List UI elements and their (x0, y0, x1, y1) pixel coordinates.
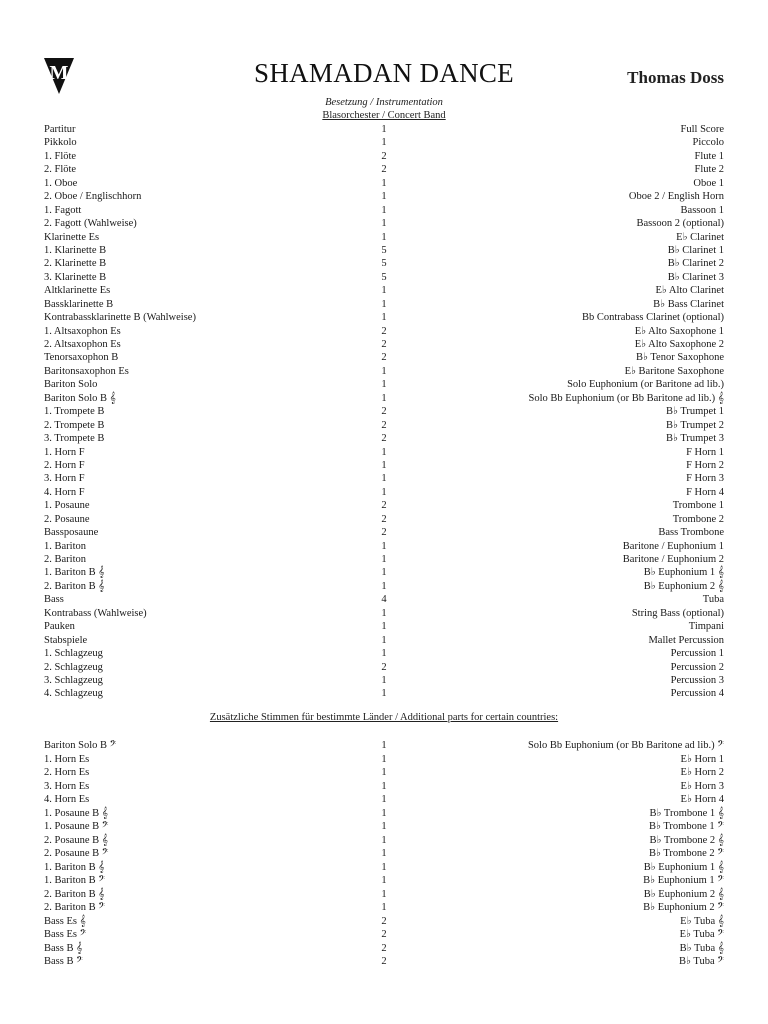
part-quantity: 2 (381, 661, 387, 673)
instrument-name-de: Bariton Solo (44, 379, 98, 391)
subtitle-concert-band: Blasorchester / Concert Band (322, 110, 446, 121)
part-quantity: 1 (381, 567, 387, 579)
part-quantity: 5 (381, 258, 387, 270)
instrument-name-en: E♭ Tuba 𝄞 (680, 915, 724, 927)
part-quantity: 2 (381, 419, 387, 431)
instrument-name-de: 2. Bariton B 𝄞 (44, 580, 105, 592)
instrument-name-en: B♭ Euphonium 2 𝄢 (643, 902, 724, 913)
instrument-name-en: B♭ Clarinet 3 (667, 271, 724, 283)
instrument-name-de: 2. Altsaxophon Es (44, 339, 121, 350)
instrument-row (44, 244, 724, 257)
part-quantity: 1 (381, 540, 387, 552)
instrument-name-en: E♭ Tuba 𝄢 (679, 929, 724, 940)
instrument-name-de: 2. Posaune (44, 513, 90, 525)
instrument-name-de: 3. Klarinette B (44, 271, 107, 283)
instrument-row (44, 807, 724, 821)
part-quantity: 1 (381, 191, 387, 203)
instrument-row (44, 580, 724, 593)
instrument-name-en: Solo Bb Euphonium (or Bb Baritone ad lib.) 𝄢 (527, 740, 724, 751)
instrument-name-de: 2. Bariton B 𝄢 (44, 902, 105, 913)
additional-parts-list (44, 739, 724, 969)
part-quantity: 1 (381, 753, 387, 765)
part-quantity: 2 (381, 527, 387, 539)
instrument-row (44, 674, 724, 687)
instrument-name-en: E♭ Horn 4 (680, 794, 724, 805)
instrument-name-de: Bass B 𝄞 (44, 942, 83, 954)
instrument-name-en: Baritone / Euphonium 1 (622, 540, 724, 552)
instrument-name-en: String Bass (optional) (631, 607, 724, 619)
instrument-name-en: B♭ Trombone 1 𝄢 (648, 821, 724, 832)
instrument-name-en: B♭ Trumpet 3 (665, 433, 724, 445)
part-quantity: 1 (381, 767, 387, 778)
instrument-row (44, 513, 724, 526)
page-title: SHAMADAN DANCE (254, 58, 514, 88)
instrument-name-de: Partitur (44, 124, 76, 135)
instrument-name-de: 1. Schlagzeug (44, 648, 103, 660)
instrument-name-en: F Horn 1 (686, 446, 724, 458)
instrument-name-en: B♭ Euphonium 2 𝄞 (643, 888, 724, 900)
instrument-name-en: E♭ Baritone Saxophone (624, 365, 724, 377)
part-quantity: 2 (381, 513, 387, 525)
instrument-name-de: 4. Horn Es (44, 794, 90, 805)
instrument-name-de: 2. Bariton B 𝄞 (44, 888, 105, 900)
instrument-name-en: B♭ Clarinet 2 (667, 258, 724, 270)
instrument-name-de: 1. Altsaxophon Es (44, 325, 121, 337)
part-quantity: 2 (381, 956, 387, 967)
part-quantity: 1 (381, 580, 387, 592)
part-quantity: 1 (381, 861, 387, 873)
instrument-row (44, 901, 724, 915)
instrument-row (44, 284, 724, 297)
instrument-name-en: Percussion 2 (670, 661, 724, 673)
part-quantity: 1 (381, 834, 387, 846)
instrument-name-de: 2. Horn F (44, 459, 85, 471)
instrument-row (44, 661, 724, 674)
instrument-name-en: Bassoon 1 (680, 204, 724, 216)
part-quantity: 1 (381, 807, 387, 819)
instrument-row (44, 607, 724, 620)
instrument-row (44, 150, 724, 163)
part-quantity: 1 (381, 780, 387, 792)
instrument-name-de: 1. Oboe (44, 177, 78, 189)
instrument-name-en: F Horn 2 (686, 459, 724, 471)
part-quantity: 1 (381, 848, 387, 859)
instrument-name-en: B♭ Tuba 𝄢 (679, 956, 724, 967)
part-quantity: 1 (381, 794, 387, 805)
instrument-row (44, 928, 724, 942)
instrument-name-de: 2. Klarinette B (44, 258, 107, 270)
instrument-row (44, 486, 724, 499)
instrument-name-en: Flute 1 (694, 150, 724, 162)
instrument-row (44, 338, 724, 351)
instrument-name-en: B♭ Tuba 𝄞 (679, 942, 724, 954)
instrument-name-en: Full Score (680, 124, 724, 135)
instrument-name-de: 3. Horn F (44, 473, 85, 485)
part-quantity: 1 (381, 648, 387, 660)
instrument-name-de: 4. Schlagzeug (44, 688, 103, 700)
instrument-name-en: B♭ Trombone 2 𝄢 (648, 848, 724, 859)
part-quantity: 4 (381, 594, 387, 606)
instrument-name-en: Trombone 2 (672, 513, 724, 525)
part-quantity: 1 (381, 298, 387, 310)
instrument-name-en: Percussion 1 (670, 648, 724, 660)
instrument-row (44, 472, 724, 485)
instrument-name-de: 3. Horn Es (44, 780, 90, 792)
instrument-name-de: 1. Fagott (44, 204, 82, 216)
instrument-name-de: Bass B 𝄢 (44, 956, 83, 967)
instrument-name-en: E♭ Alto Saxophone 2 (634, 339, 724, 350)
part-quantity: 2 (381, 433, 387, 445)
instrument-name-de: 2. Bariton (44, 554, 86, 565)
instrument-name-en: Percussion 4 (670, 688, 724, 700)
instrument-row (44, 365, 724, 378)
instrument-row (44, 766, 724, 780)
instrument-row (44, 526, 724, 539)
logo-letter: M (49, 62, 69, 84)
part-quantity: 1 (381, 218, 387, 230)
instrument-name-en: B♭ Trumpet 2 (665, 419, 724, 431)
instrument-row (44, 392, 724, 405)
instrument-name-de: Bass (44, 594, 64, 606)
instrument-name-en: Percussion 3 (670, 674, 724, 686)
instrument-name-en: F Horn 4 (686, 486, 724, 498)
instrument-row (44, 687, 724, 700)
instrument-name-en: Baritone / Euphonium 2 (622, 554, 724, 565)
part-quantity: 1 (381, 379, 387, 391)
instrument-row (44, 593, 724, 606)
instrument-row (44, 553, 724, 566)
instrument-row (44, 123, 724, 136)
instrument-name-de: 2. Trompete B (44, 419, 105, 431)
part-quantity: 2 (381, 915, 387, 927)
instrument-name-de: 1. Posaune B 𝄞 (44, 807, 108, 819)
instrument-name-de: 2. Oboe / Englischhorn (44, 191, 142, 203)
instrument-row (44, 177, 724, 190)
instrumentation-list (44, 123, 724, 701)
instrument-name-de: Kontrabassklarinette B (Wahlweise) (44, 312, 196, 324)
instrument-row (44, 271, 724, 284)
part-quantity: 1 (381, 459, 387, 471)
instrument-row (44, 204, 724, 217)
instrument-row (44, 915, 724, 929)
instrument-name-en: B♭ Tenor Saxophone (635, 352, 724, 364)
instrument-row (44, 780, 724, 794)
instrument-row (44, 874, 724, 888)
instrument-name-en: Bassoon 2 (optional) (636, 218, 724, 230)
instrument-name-en: B♭ Euphonium 2 𝄞 (643, 580, 724, 592)
subtitle-instrumentation: Besetzung / Instrumentation (325, 97, 443, 108)
instrument-name-de: 1. Bariton B 𝄞 (44, 567, 105, 579)
instrument-name-de: Baritonsaxophon Es (44, 365, 129, 377)
instrument-name-en: Solo Bb Euphonium (or Bb Baritone ad lib.) 𝄞 (528, 392, 724, 404)
part-quantity: 1 (381, 231, 387, 243)
part-quantity: 1 (381, 740, 387, 751)
instrument-name-de: 1. Flöte (44, 150, 77, 162)
instrument-name-de: Bariton Solo B 𝄢 (44, 740, 117, 751)
instrument-name-en: B♭ Trombone 2 𝄞 (649, 834, 724, 846)
part-quantity: 2 (381, 164, 387, 176)
instrument-row (44, 405, 724, 418)
part-quantity: 5 (381, 244, 387, 256)
instrument-name-de: Bariton Solo B 𝄞 (44, 392, 116, 404)
part-quantity: 1 (381, 137, 387, 149)
instrument-name-de: 1. Posaune (44, 500, 90, 512)
instrument-name-en: E♭ Horn 3 (680, 780, 724, 792)
instrument-name-en: Oboe 1 (693, 177, 724, 189)
instrument-name-en: Mallet Percussion (648, 634, 724, 646)
part-quantity: 1 (381, 486, 387, 498)
instrument-name-en: B♭ Clarinet 1 (667, 244, 724, 256)
instrument-row (44, 351, 724, 364)
instrument-name-en: Tuba (702, 594, 724, 606)
instrument-name-de: Bassposaune (44, 527, 99, 539)
part-quantity: 2 (381, 150, 387, 162)
instrument-name-de: Tenorsaxophon B (44, 352, 119, 364)
instrument-name-de: Pikkolo (44, 137, 77, 149)
instrument-name-de: Klarinette Es (44, 231, 100, 243)
instrument-row (44, 163, 724, 176)
instrument-row (44, 378, 724, 391)
part-quantity: 1 (381, 392, 387, 404)
instrument-name-en: F Horn 3 (686, 473, 724, 485)
instrument-name-de: 1. Klarinette B (44, 244, 107, 256)
instrument-name-de: 1. Horn F (44, 446, 85, 458)
instrument-name-de: 1. Bariton (44, 540, 86, 552)
part-quantity: 1 (381, 621, 387, 633)
part-quantity: 2 (381, 339, 387, 350)
instrument-name-de: Pauken (44, 621, 75, 633)
instrument-row (44, 136, 724, 149)
instrument-name-en: Flute 2 (694, 164, 724, 176)
instrument-name-en: B♭ Trombone 1 𝄞 (649, 807, 724, 819)
instrument-name-de: 4. Horn F (44, 486, 85, 498)
instrument-row (44, 739, 724, 753)
instrument-name-en: Bb Contrabass Clarinet (optional) (581, 312, 724, 324)
instrument-row (44, 820, 724, 834)
instrument-row (44, 847, 724, 861)
instrument-row (44, 888, 724, 902)
instrument-name-de: Altklarinette Es (44, 285, 111, 297)
composer-name: Thomas Doss (627, 68, 724, 87)
instrument-row (44, 861, 724, 875)
instrument-name-en: E♭ Horn 1 (680, 753, 724, 765)
instrument-row (44, 793, 724, 807)
instrument-name-en: Oboe 2 / English Horn (628, 191, 724, 203)
part-quantity: 1 (381, 634, 387, 646)
instrument-name-de: 2. Schlagzeug (44, 661, 103, 673)
instrument-row (44, 432, 724, 445)
instrument-name-de: 1. Bariton B 𝄢 (44, 875, 105, 886)
instrument-name-de: Bass Es 𝄢 (44, 929, 87, 940)
instrument-row (44, 753, 724, 767)
instrument-name-de: 1. Bariton B 𝄞 (44, 861, 105, 873)
part-quantity: 1 (381, 821, 387, 832)
instrument-name-en: B♭ Trumpet 1 (665, 406, 724, 418)
instrument-name-en: E♭ Clarinet (676, 231, 724, 243)
instrument-name-en: Solo Euphonium (or Baritone ad lib.) (567, 379, 724, 391)
instrument-row (44, 634, 724, 647)
instrument-name-de: 3. Trompete B (44, 433, 105, 445)
part-quantity: 1 (381, 124, 387, 135)
instrument-name-de: 1. Posaune B 𝄢 (44, 821, 109, 832)
instrument-row (44, 955, 724, 969)
instrument-row (44, 459, 724, 472)
part-quantity: 1 (381, 446, 387, 458)
part-quantity: 2 (381, 942, 387, 954)
additional-parts-heading: Zusätzliche Stimmen für bestimmte Länder / Additional parts for certain countries: (209, 712, 559, 723)
instrument-name-en: B♭ Euphonium 1 𝄞 (643, 861, 724, 873)
instrument-name-de: Kontrabass (Wahlweise) (44, 607, 147, 619)
instrument-row (44, 942, 724, 956)
part-quantity: 2 (381, 406, 387, 418)
part-quantity: 1 (381, 875, 387, 886)
instrument-row (44, 231, 724, 244)
instrument-row (44, 190, 724, 203)
instrument-name-en: Bass Trombone (658, 527, 724, 539)
instrument-row (44, 620, 724, 633)
part-quantity: 5 (381, 271, 387, 283)
instrument-name-de: 2. Flöte (44, 164, 77, 176)
instrument-name-en: E♭ Alto Saxophone 1 (634, 325, 724, 337)
instrument-name-en: Timpani (688, 621, 724, 633)
instrument-row (44, 834, 724, 848)
instrument-row (44, 325, 724, 338)
part-quantity: 1 (381, 473, 387, 485)
instrument-row (44, 540, 724, 553)
instrument-name-de: 2. Fagott (Wahlweise) (44, 218, 137, 230)
instrument-name-de: 2. Posaune B 𝄞 (44, 834, 108, 846)
part-quantity: 1 (381, 554, 387, 565)
instrument-row (44, 217, 724, 230)
part-quantity: 2 (381, 500, 387, 512)
instrument-name-en: Trombone 1 (672, 500, 724, 512)
part-quantity: 1 (381, 285, 387, 297)
instrument-row (44, 257, 724, 270)
part-quantity: 1 (381, 312, 387, 324)
instrument-name-de: 2. Posaune B 𝄢 (44, 848, 109, 859)
instrument-name-de: Bassklarinette B (44, 298, 114, 310)
part-quantity: 1 (381, 888, 387, 900)
part-quantity: 1 (381, 204, 387, 216)
instrument-name-en: E♭ Alto Clarinet (655, 285, 724, 297)
instrument-row (44, 566, 724, 579)
instrument-name-de: 1. Trompete B (44, 406, 105, 418)
instrument-row (44, 419, 724, 432)
part-quantity: 1 (381, 674, 387, 686)
instrument-row (44, 311, 724, 324)
part-quantity: 1 (381, 365, 387, 377)
instrument-name-en: E♭ Horn 2 (680, 767, 724, 778)
instrument-row (44, 499, 724, 512)
instrument-row (44, 647, 724, 660)
instrument-row (44, 298, 724, 311)
part-quantity: 1 (381, 688, 387, 700)
part-quantity: 2 (381, 325, 387, 337)
part-quantity: 1 (381, 177, 387, 189)
instrument-name-de: 3. Schlagzeug (44, 674, 103, 686)
instrument-name-de: Bass Es 𝄞 (44, 915, 86, 927)
instrument-name-de: 2. Horn Es (44, 767, 90, 778)
instrument-name-en: B♭ Bass Clarinet (653, 298, 724, 310)
instrument-name-en: B♭ Euphonium 1 𝄢 (643, 875, 724, 886)
instrument-name-en: B♭ Euphonium 1 𝄞 (643, 567, 724, 579)
instrument-name-de: Stabspiele (44, 634, 88, 646)
part-quantity: 2 (381, 929, 387, 940)
part-quantity: 1 (381, 902, 387, 913)
part-quantity: 1 (381, 607, 387, 619)
instrument-name-en: Piccolo (692, 137, 724, 149)
instrument-row (44, 446, 724, 459)
instrument-name-de: 1. Horn Es (44, 753, 90, 765)
part-quantity: 2 (381, 352, 387, 364)
